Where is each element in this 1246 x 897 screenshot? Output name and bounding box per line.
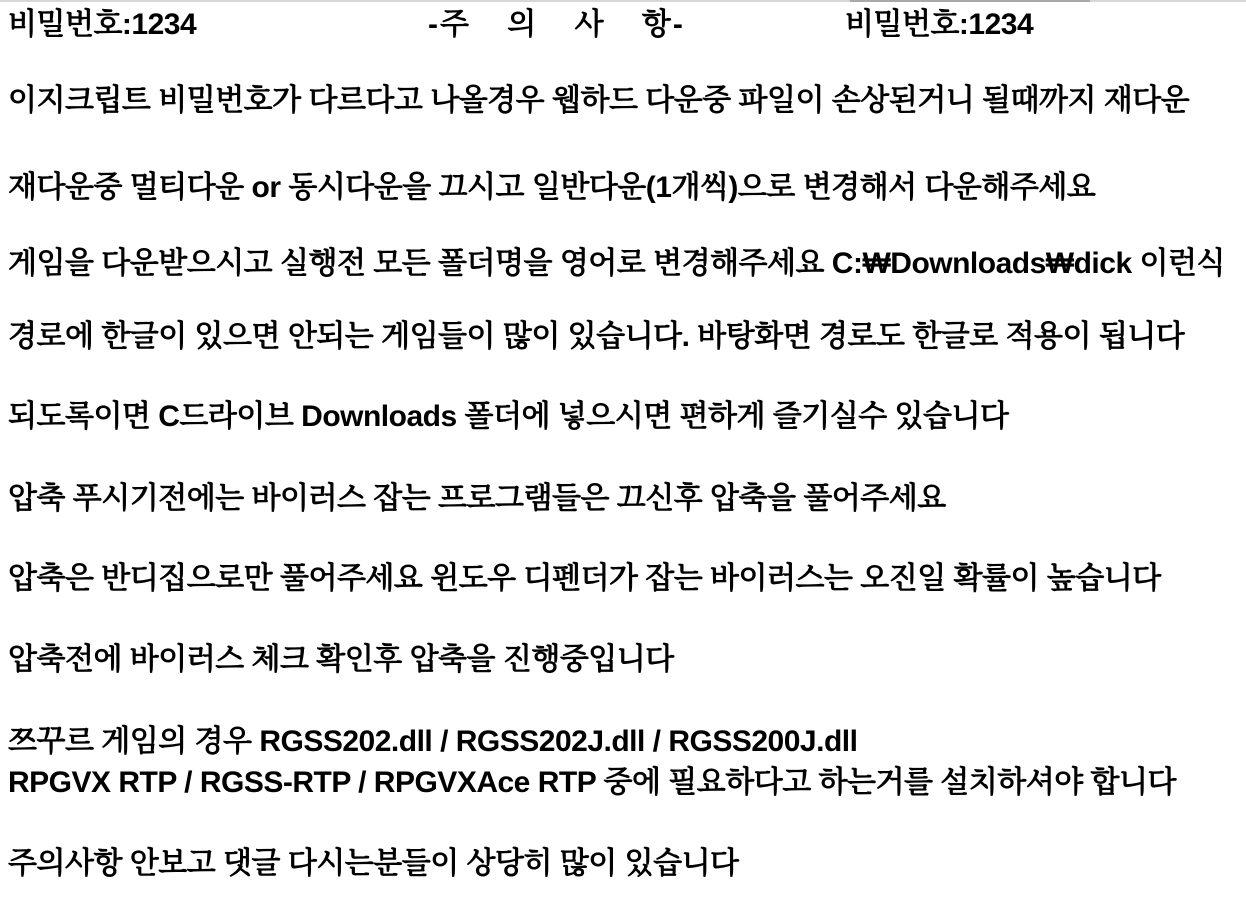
- notice-line-9: 쯔꾸르 게임의 경우 RGSS202.dll / RGSS202J.dll / RGSS200J.dll: [8, 725, 858, 758]
- notice-line-4: 경로에 한글이 있으면 안되는 게임들이 많이 있습니다. 바탕화면 경로도 한글로 적용이 됩니다: [8, 320, 1185, 353]
- notice-line-7: 압축은 반디집으로만 풀어주세요 윈도우 디펜더가 잡는 바이러스는 오진일 확률이 높습니다: [8, 562, 1161, 595]
- top-crop-artifact: [0, 0, 1246, 2]
- notice-line-10: RPGVX RTP / RGSS-RTP / RPGVXAce RTP 중에 필요하다고 하는거를 설치하셔야 합니다: [8, 766, 1176, 799]
- header-row: [0, 7, 1246, 47]
- notice-line-1: 이지크립트 비밀번호가 다르다고 나올경우 웹하드 다운중 파일이 손상된거니 될때까지 재다운: [8, 84, 1190, 117]
- notice-line-2: 재다운중 멀티다운 or 동시다운을 끄시고 일반다운(1개씩)으로 변경해서 다운해주세요: [8, 171, 1096, 204]
- notice-line-6: 압축 푸시기전에는 바이러스 잡는 프로그램들은 끄신후 압축을 풀어주세요: [8, 482, 946, 515]
- password-left: 비밀번호:1234: [8, 8, 197, 41]
- notice-line-11: 주의사항 안보고 댓글 다시는분들이 상당히 많이 있습니다: [8, 847, 739, 880]
- page-title: -주 의 사 항-: [428, 8, 685, 41]
- notice-line-8: 압축전에 바이러스 체크 확인후 압축을 진행중입니다: [8, 643, 674, 676]
- notice-line-5: 되도록이면 C드라이브 Downloads 폴더에 넣으시면 편하게 즐기실수 있습니다: [8, 400, 1009, 433]
- top-crop-artifact-segment: [850, 0, 1090, 2]
- notice-line-3: 게임을 다운받으시고 실행전 모든 폴더명을 영어로 변경해주세요 C:₩Downloads₩dick 이런식: [8, 247, 1225, 280]
- password-right: 비밀번호:1234: [845, 8, 1034, 41]
